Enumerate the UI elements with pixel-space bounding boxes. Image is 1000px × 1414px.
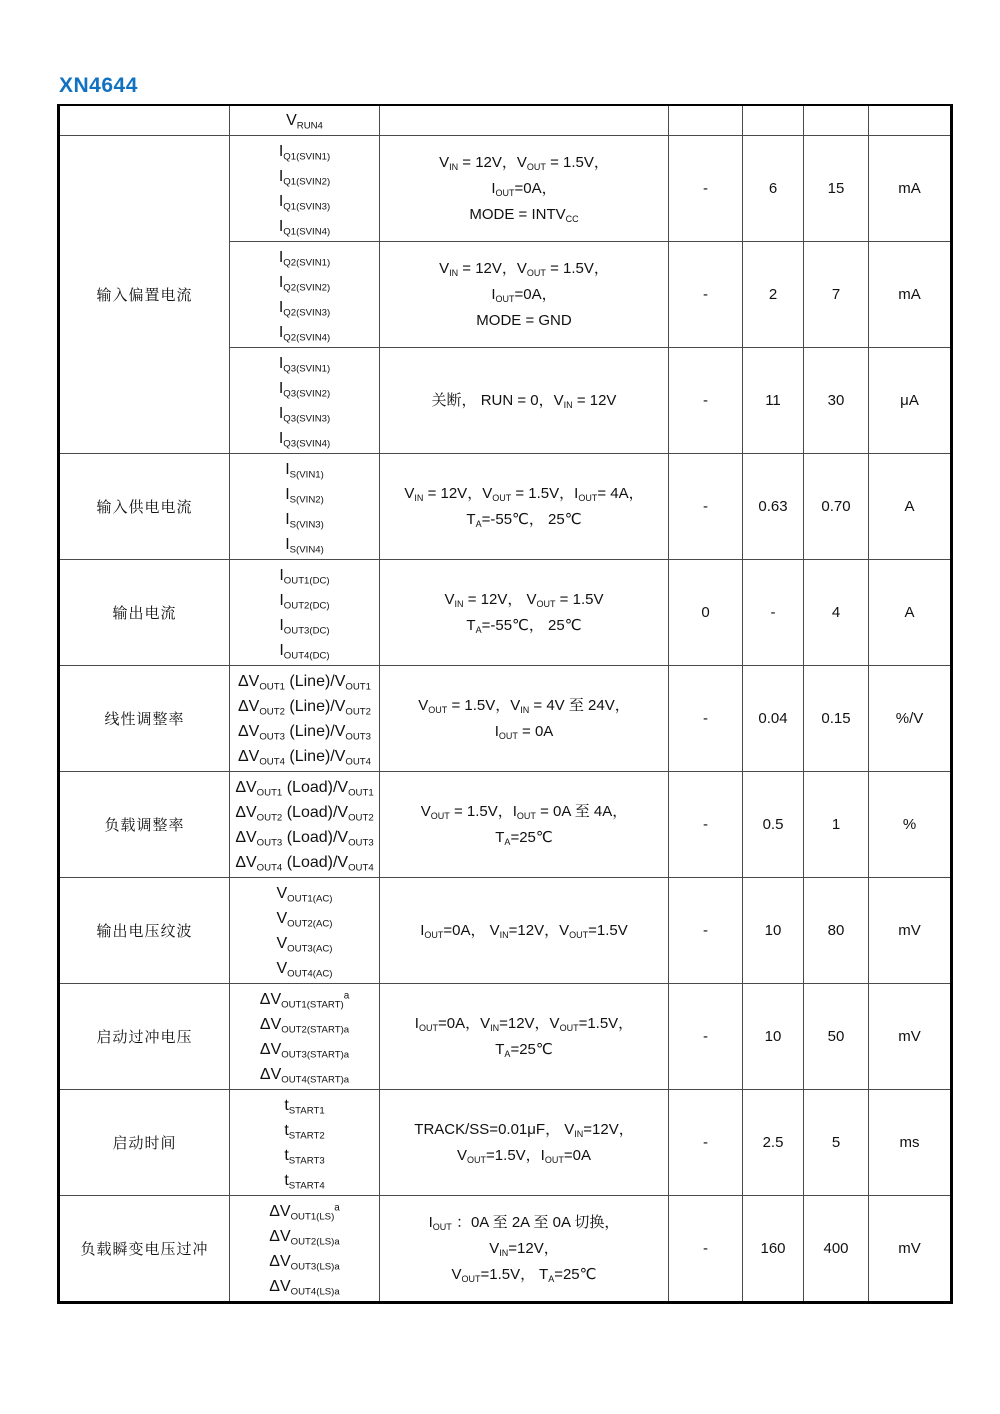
table-row bbox=[59, 666, 952, 772]
symbol-line: $\Delta V_{OUT2(LS)a}$ bbox=[269, 1227, 340, 1247]
symbol-line: $I_{S(VIN3)}$ bbox=[285, 510, 324, 530]
conditions-cell bbox=[380, 560, 669, 666]
max-cell: 400 bbox=[804, 1196, 869, 1303]
symbol-line: $\Delta V_{OUT4}$ $(Line)/V_{OUT4}$ bbox=[237, 747, 371, 767]
table-row bbox=[59, 984, 952, 1090]
symbol-line: $V_{RUN4}$ bbox=[286, 112, 323, 132]
condition-line: MODE = $INTV_{CC}$ bbox=[469, 205, 579, 224]
units-cell: A bbox=[869, 454, 952, 560]
max-cell: 0.15 bbox=[804, 666, 869, 772]
table-row bbox=[59, 1090, 952, 1196]
symbol-line: $\Delta V_{OUT1(START)}^a$ bbox=[259, 990, 350, 1010]
symbol-line: $\Delta V_{OUT1(LS)}^a$ bbox=[269, 1202, 340, 1222]
symbol-cell bbox=[230, 1196, 380, 1303]
symbol-line: $I_{Q2(SVIN3)}$ bbox=[278, 298, 331, 318]
conditions-cell bbox=[380, 666, 669, 772]
symbol-line: $t_{START3}$ bbox=[284, 1146, 325, 1166]
symbol-line: $\Delta V_{OUT3(LS)a}$ bbox=[269, 1252, 340, 1272]
min-cell: - bbox=[669, 1196, 743, 1303]
conditions-cell bbox=[380, 242, 669, 348]
symbol-line: $\Delta V_{OUT4}$ $(Load)/V_{OUT4}$ bbox=[235, 853, 374, 873]
symbol-line: $I_{Q1(SVIN2)}$ bbox=[278, 167, 331, 187]
max-cell: 5 bbox=[804, 1090, 869, 1196]
spec-table-container bbox=[57, 104, 953, 1304]
symbol-line: $\Delta V_{OUT2(START)a}$ bbox=[259, 1015, 350, 1035]
min-cell: - bbox=[669, 666, 743, 772]
symbol-line: $I_{Q1(SVIN1)}$ bbox=[278, 142, 331, 162]
table-row bbox=[59, 105, 952, 136]
min-cell: - bbox=[669, 242, 743, 348]
typ-cell: 10 bbox=[743, 984, 804, 1090]
symbol-line: $\Delta V_{OUT2}$ $(Load)/V_{OUT2}$ bbox=[235, 803, 374, 823]
units-cell: mV bbox=[869, 1196, 952, 1303]
symbol-line: $\Delta V_{OUT2}$ $(Line)/V_{OUT2}$ bbox=[237, 697, 371, 717]
symbol-line: $t_{START4}$ bbox=[284, 1171, 325, 1191]
symbol-cell bbox=[230, 666, 380, 772]
typ-cell bbox=[743, 105, 804, 136]
table-row bbox=[59, 878, 952, 984]
symbol-cell bbox=[230, 560, 380, 666]
symbol-line: $I_{S(VIN1)}$ bbox=[285, 460, 324, 480]
param-cell: 输出电压纹波 bbox=[59, 878, 230, 984]
symbol-line: $I_{S(VIN2)}$ bbox=[285, 485, 324, 505]
symbol-line: $V_{OUT2(AC)}$ bbox=[276, 909, 333, 929]
condition-line: $I_{OUT}=0A$， bbox=[491, 179, 557, 198]
spec-table bbox=[57, 104, 953, 1304]
symbol-line: $I_{Q1(SVIN4)}$ bbox=[278, 217, 331, 237]
condition-line: $V_{OUT} = 1.5V$，$V_{IN} = 4V$ 至 24V， bbox=[418, 696, 630, 715]
conditions-cell bbox=[380, 1196, 669, 1303]
condition-line: $V_{IN} = 12V$，$V_{OUT} = 1.5V$， bbox=[439, 153, 609, 172]
param-cell: 启动时间 bbox=[59, 1090, 230, 1196]
units-cell: mA bbox=[869, 136, 952, 242]
typ-cell: 0.5 bbox=[743, 772, 804, 878]
symbol-line: $I_{Q3(SVIN3)}$ bbox=[278, 404, 331, 424]
conditions-cell bbox=[380, 984, 669, 1090]
condition-line: $I_{OUT}=0A$， bbox=[491, 285, 557, 304]
symbol-line: $\Delta V_{OUT3}$ $(Load)/V_{OUT3}$ bbox=[235, 828, 374, 848]
param-cell: 负载瞬变电压过冲 bbox=[59, 1196, 230, 1303]
typ-cell: 6 bbox=[743, 136, 804, 242]
min-cell: - bbox=[669, 1090, 743, 1196]
max-cell: 30 bbox=[804, 348, 869, 454]
min-cell: - bbox=[669, 984, 743, 1090]
symbol-line: $t_{START1}$ bbox=[284, 1096, 325, 1116]
symbol-line: $I_{Q1(SVIN3)}$ bbox=[278, 192, 331, 212]
symbol-line: $I_{OUT4(DC)}$ bbox=[279, 641, 330, 661]
symbol-line: $I_{Q3(SVIN1)}$ bbox=[278, 354, 331, 374]
symbol-line: $\Delta V_{OUT3(START)a}$ bbox=[259, 1040, 350, 1060]
param-cell: 启动过冲电压 bbox=[59, 984, 230, 1090]
max-cell: 80 bbox=[804, 878, 869, 984]
condition-line: TRACK/SS=0.01μF， $V_{IN}=12V$， bbox=[414, 1120, 634, 1139]
param-cell bbox=[59, 105, 230, 136]
units-cell bbox=[869, 105, 952, 136]
param-cell: 输出电流 bbox=[59, 560, 230, 666]
condition-line: MODE = GND bbox=[476, 311, 572, 329]
units-cell: %/V bbox=[869, 666, 952, 772]
symbol-line: $I_{OUT3(DC)}$ bbox=[279, 616, 330, 636]
max-cell: 7 bbox=[804, 242, 869, 348]
symbol-line: $V_{OUT4(AC)}$ bbox=[276, 959, 333, 979]
condition-line: $V_{IN} = 12V$，$V_{OUT} = 1.5V$，$I_{OUT}= 4A$， bbox=[404, 484, 644, 503]
max-cell: 0.70 bbox=[804, 454, 869, 560]
table-row bbox=[59, 560, 952, 666]
min-cell bbox=[669, 105, 743, 136]
symbol-cell bbox=[230, 1090, 380, 1196]
conditions-cell bbox=[380, 105, 669, 136]
condition-line: $T_A=25℃$ bbox=[495, 1040, 553, 1059]
condition-line: $V_{IN} = 12V$，$V_{OUT} = 1.5V$， bbox=[439, 259, 609, 278]
min-cell: - bbox=[669, 878, 743, 984]
max-cell: 15 bbox=[804, 136, 869, 242]
condition-line: $T_A=-55℃$， 25℃ bbox=[466, 616, 582, 635]
typ-cell: 2 bbox=[743, 242, 804, 348]
typ-cell: 0.63 bbox=[743, 454, 804, 560]
condition-line: $V_{OUT}=1.5V$，$I_{OUT}=0A$ bbox=[457, 1146, 591, 1165]
symbol-line: $t_{START2}$ bbox=[284, 1121, 325, 1141]
symbol-line: $\Delta V_{OUT4(START)a}$ bbox=[259, 1065, 350, 1085]
symbol-cell bbox=[230, 136, 380, 242]
param-cell: 输入供电电流 bbox=[59, 454, 230, 560]
condition-line: 关断， RUN = 0，$V_{IN} = 12V$ bbox=[431, 391, 617, 410]
symbol-line: $I_{OUT1(DC)}$ bbox=[279, 566, 330, 586]
typ-cell: 160 bbox=[743, 1196, 804, 1303]
condition-line: $I_{OUT}=0A$， $V_{IN}=12V$，$V_{OUT}=1.5V$ bbox=[420, 921, 628, 940]
symbol-cell bbox=[230, 984, 380, 1090]
min-cell: - bbox=[669, 348, 743, 454]
symbol-line: $\Delta V_{OUT1}$ $(Line)/V_{OUT1}$ bbox=[237, 672, 371, 692]
symbol-line: $I_{S(VIN4)}$ bbox=[285, 535, 324, 555]
conditions-cell bbox=[380, 348, 669, 454]
typ-cell: 0.04 bbox=[743, 666, 804, 772]
symbol-cell bbox=[230, 454, 380, 560]
condition-line: $V_{IN}=12V$， bbox=[489, 1239, 559, 1258]
typ-cell: 2.5 bbox=[743, 1090, 804, 1196]
condition-line: $T_A=-55℃$， 25℃ bbox=[466, 510, 582, 529]
condition-line: $I_{OUT} = 0A$ bbox=[494, 722, 554, 741]
symbol-line: $V_{OUT3(AC)}$ bbox=[276, 934, 333, 954]
max-cell: 1 bbox=[804, 772, 869, 878]
max-cell: 4 bbox=[804, 560, 869, 666]
min-cell: - bbox=[669, 454, 743, 560]
symbol-line: $I_{Q3(SVIN4)}$ bbox=[278, 429, 331, 449]
units-cell: A bbox=[869, 560, 952, 666]
conditions-cell bbox=[380, 878, 669, 984]
symbol-line: $V_{OUT1(AC)}$ bbox=[276, 884, 333, 904]
max-cell: 50 bbox=[804, 984, 869, 1090]
symbol-cell bbox=[230, 772, 380, 878]
typ-cell: 10 bbox=[743, 878, 804, 984]
table-row bbox=[59, 772, 952, 878]
max-cell bbox=[804, 105, 869, 136]
condition-line: $I_{OUT}=0A$，$V_{IN}=12V$，$V_{OUT}=1.5V$， bbox=[414, 1014, 634, 1033]
symbol-line: $\Delta V_{OUT4(LS)a}$ bbox=[269, 1277, 340, 1297]
symbol-line: $I_{Q2(SVIN2)}$ bbox=[278, 273, 331, 293]
conditions-cell bbox=[380, 136, 669, 242]
conditions-cell bbox=[380, 1090, 669, 1196]
conditions-cell bbox=[380, 454, 669, 560]
symbol-line: $I_{Q3(SVIN2)}$ bbox=[278, 379, 331, 399]
min-cell: - bbox=[669, 136, 743, 242]
param-cell: 输入偏置电流 bbox=[59, 136, 230, 454]
page-title: XN4644 bbox=[59, 74, 138, 97]
conditions-cell bbox=[380, 772, 669, 878]
condition-line: $V_{OUT} = 1.5V$，$I_{OUT} = 0A$ 至 4A， bbox=[420, 802, 628, 821]
typ-cell: - bbox=[743, 560, 804, 666]
units-cell: μA bbox=[869, 348, 952, 454]
spec-table-body bbox=[59, 105, 952, 1303]
symbol-cell bbox=[230, 878, 380, 984]
typ-cell: 11 bbox=[743, 348, 804, 454]
param-cell: 线性调整率 bbox=[59, 666, 230, 772]
symbol-line: $\Delta V_{OUT3}$ $(Line)/V_{OUT3}$ bbox=[237, 722, 371, 742]
symbol-cell bbox=[230, 242, 380, 348]
param-cell: 负载调整率 bbox=[59, 772, 230, 878]
symbol-line: $I_{Q2(SVIN4)}$ bbox=[278, 323, 331, 343]
condition-line: $V_{IN} = 12V$， $V_{OUT} = 1.5V$ bbox=[444, 590, 604, 609]
symbol-cell bbox=[230, 105, 380, 136]
condition-line: $I_{OUT}$ ：0A 至 2A 至 0A 切换， bbox=[428, 1213, 620, 1232]
table-row bbox=[59, 136, 952, 242]
units-cell: mV bbox=[869, 984, 952, 1090]
symbol-line: $I_{Q2(SVIN1)}$ bbox=[278, 248, 331, 268]
table-row bbox=[59, 1196, 952, 1303]
condition-line: $V_{OUT}=1.5V$， $T_A=25℃$ bbox=[451, 1265, 597, 1284]
condition-line: $T_A=25℃$ bbox=[495, 828, 553, 847]
min-cell: 0 bbox=[669, 560, 743, 666]
min-cell: - bbox=[669, 772, 743, 878]
symbol-cell bbox=[230, 348, 380, 454]
units-cell: % bbox=[869, 772, 952, 878]
table-row bbox=[59, 454, 952, 560]
symbol-line: $\Delta V_{OUT1}$ $(Load)/V_{OUT1}$ bbox=[235, 778, 374, 798]
units-cell: mA bbox=[869, 242, 952, 348]
symbol-line: $I_{OUT2(DC)}$ bbox=[279, 591, 330, 611]
units-cell: mV bbox=[869, 878, 952, 984]
units-cell: ms bbox=[869, 1090, 952, 1196]
